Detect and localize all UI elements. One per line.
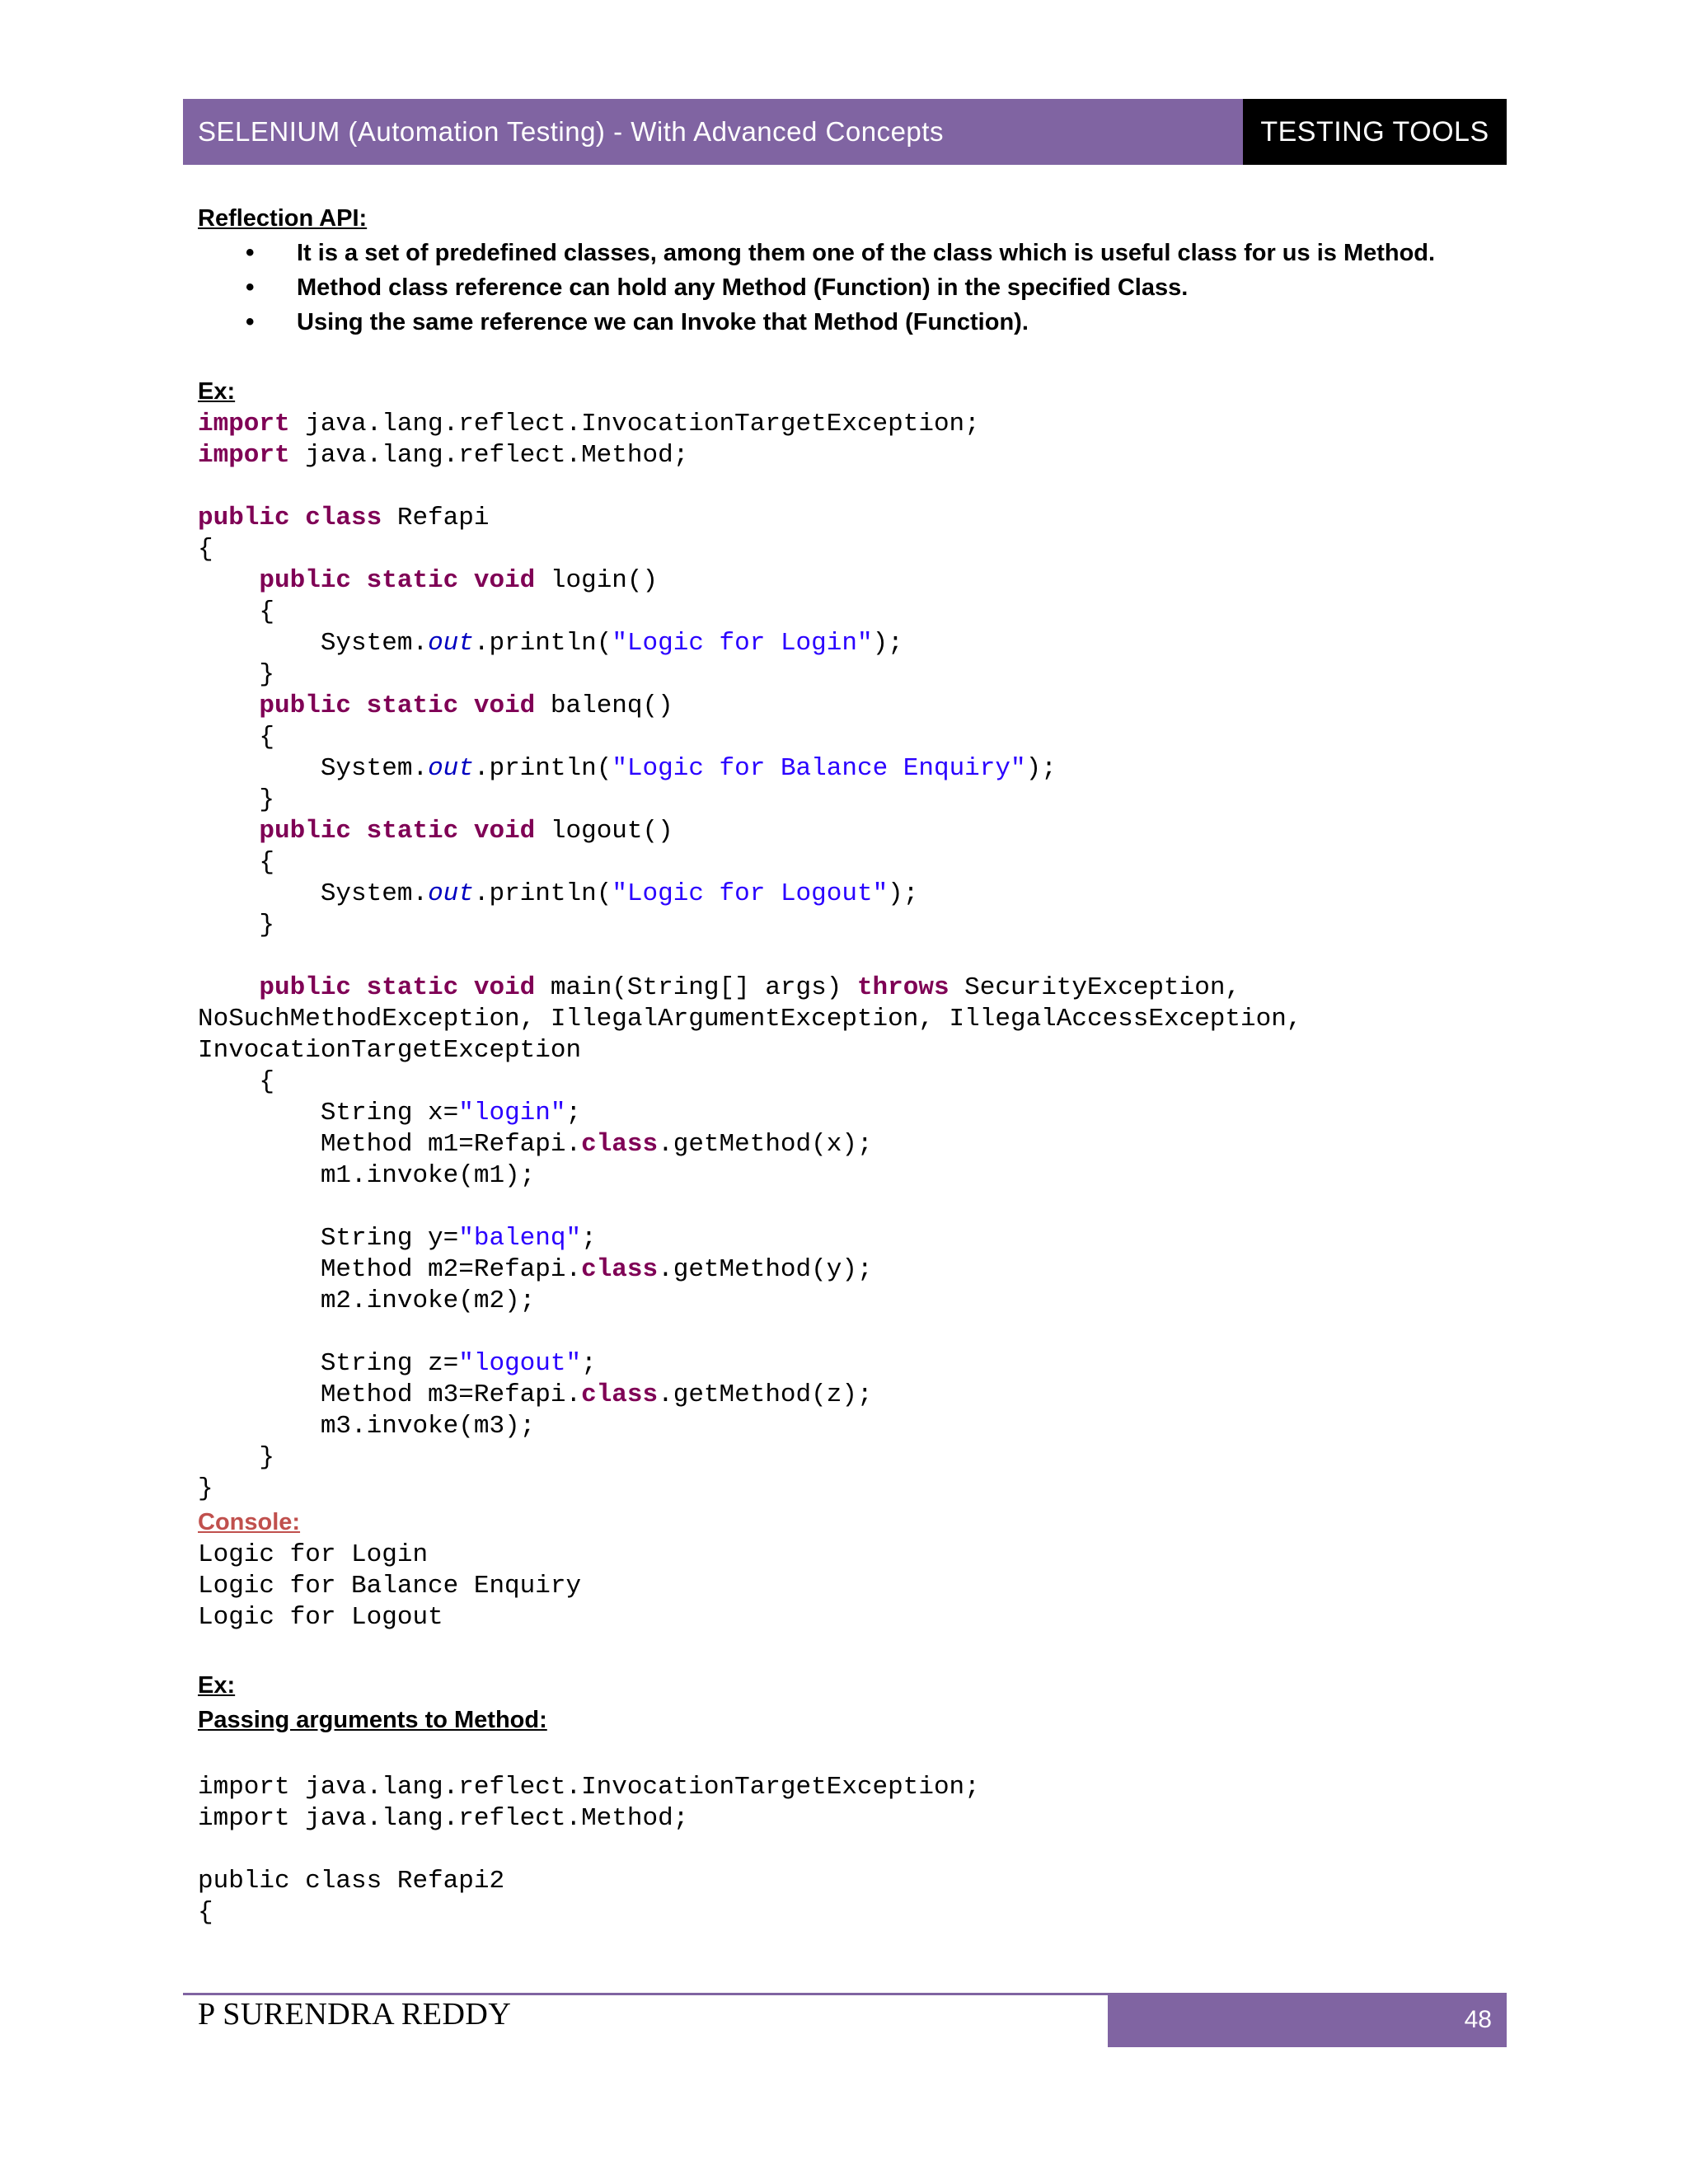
bullet-item: • Using the same reference we can Invoke that Method (Function).	[297, 305, 1500, 340]
code-text: .println(	[473, 754, 612, 783]
console-heading: Console:	[198, 1509, 301, 1535]
code-text: System.	[198, 754, 429, 783]
code-text: m2.invoke(m2);	[198, 1286, 536, 1315]
code-keyword: class	[581, 1130, 659, 1159]
code-text: String z=	[198, 1349, 459, 1378]
section-heading-reflection-api: Reflection API:	[198, 205, 368, 232]
code-text: {	[198, 598, 275, 626]
code-text: SecurityException,	[949, 973, 1241, 1002]
code-keyword: public static void	[259, 691, 536, 720]
code-text	[198, 691, 259, 720]
code-field: out	[428, 629, 474, 658]
bullet-item: • Method class reference can hold any Method (Function) in the specified Class.	[297, 270, 1500, 305]
code-text: Refapi	[382, 504, 490, 532]
code-keyword: class	[581, 1380, 659, 1409]
code-text: {	[198, 848, 275, 877]
code-text	[198, 817, 259, 846]
code-text: .getMethod(y);	[658, 1255, 873, 1284]
code-text: balenq()	[535, 691, 673, 720]
code-text	[198, 973, 259, 1002]
code-text: m1.invoke(m1);	[198, 1161, 536, 1190]
example-label: Ex:	[198, 1672, 236, 1699]
code-text: Method m2=Refapi.	[198, 1255, 582, 1284]
code-text: Method m1=Refapi.	[198, 1130, 582, 1159]
code-text: .println(	[473, 879, 612, 908]
code-keyword: public class	[198, 504, 382, 532]
code-text: {	[198, 1067, 275, 1096]
code-text: java.lang.reflect.Method;	[289, 441, 689, 470]
code-field: out	[428, 879, 474, 908]
code-block-refapi	[198, 409, 1500, 1505]
code-text: }	[198, 1443, 275, 1472]
code-text: InvocationTargetException	[198, 1036, 582, 1065]
code-text: NoSuchMethodException, IllegalArgumentException, IllegalAccessException,	[198, 1005, 1302, 1033]
code-text: }	[198, 660, 275, 689]
header-tag: TESTING TOOLS	[1243, 99, 1507, 165]
code-keyword: class	[581, 1255, 659, 1284]
code-string: "logout"	[458, 1349, 582, 1378]
code-keyword: public static void	[259, 817, 536, 846]
code-text: logout()	[535, 817, 673, 846]
code-text: System.	[198, 879, 429, 908]
code-text: );	[1025, 754, 1057, 783]
code-keyword: public static void	[259, 566, 536, 595]
code-text: String x=	[198, 1099, 459, 1127]
code-text: .getMethod(x);	[658, 1130, 873, 1159]
bullet-list	[198, 236, 1500, 340]
code-text: String y=	[198, 1224, 459, 1253]
code-text: java.lang.reflect.InvocationTargetException;	[289, 410, 980, 438]
code-keyword: public static void	[259, 973, 536, 1002]
code-text: Method m3=Refapi.	[198, 1380, 582, 1409]
bullet-item: • It is a set of predefined classes, among them one of the class which is useful class for us is Method.	[297, 236, 1500, 270]
code-string: "login"	[458, 1099, 566, 1127]
code-keyword: throws	[856, 973, 950, 1002]
code-string: "Logic for Logout"	[612, 879, 889, 908]
code-text: {	[198, 723, 275, 752]
page-header	[183, 99, 1507, 165]
code-string: "Logic for Balance Enquiry"	[612, 754, 1026, 783]
code-string: "balenq"	[458, 1224, 582, 1253]
code-text: }	[198, 1474, 213, 1503]
page-number: 48	[1108, 1993, 1507, 2047]
code-text: ;	[565, 1099, 582, 1127]
code-text: );	[888, 879, 919, 908]
section-heading-passing-arguments: Passing arguments to Method:	[198, 1707, 547, 1733]
code-block-refapi2: import java.lang.reflect.InvocationTargetException; import java.lang.reflect.Method; public class Refapi2 {	[198, 1773, 980, 1927]
code-text: );	[872, 629, 903, 658]
footer-author: P SURENDRA REDDY	[198, 1997, 512, 2032]
console-output: Logic for Login Logic for Balance Enquiry Logic for Logout	[198, 1540, 582, 1632]
header-title: SELENIUM (Automation Testing) - With Advanced Concepts	[183, 99, 1243, 165]
code-string: "Logic for Login"	[612, 629, 873, 658]
code-field: out	[428, 754, 474, 783]
code-text: .println(	[473, 629, 612, 658]
code-keyword: import	[198, 441, 290, 470]
code-text: ;	[581, 1349, 597, 1378]
code-keyword: import	[198, 410, 290, 438]
page-content	[198, 201, 1500, 1929]
code-text	[198, 566, 259, 595]
code-text: .getMethod(z);	[658, 1380, 873, 1409]
code-text: ;	[581, 1224, 597, 1253]
code-text: login()	[535, 566, 659, 595]
code-text: main(String[] args)	[535, 973, 857, 1002]
code-text: }	[198, 785, 275, 814]
code-text: {	[198, 535, 213, 564]
example-label: Ex:	[198, 378, 236, 405]
code-text: }	[198, 911, 275, 940]
page-footer	[183, 1993, 1507, 2047]
code-text: System.	[198, 629, 429, 658]
code-text: m3.invoke(m3);	[198, 1412, 536, 1441]
